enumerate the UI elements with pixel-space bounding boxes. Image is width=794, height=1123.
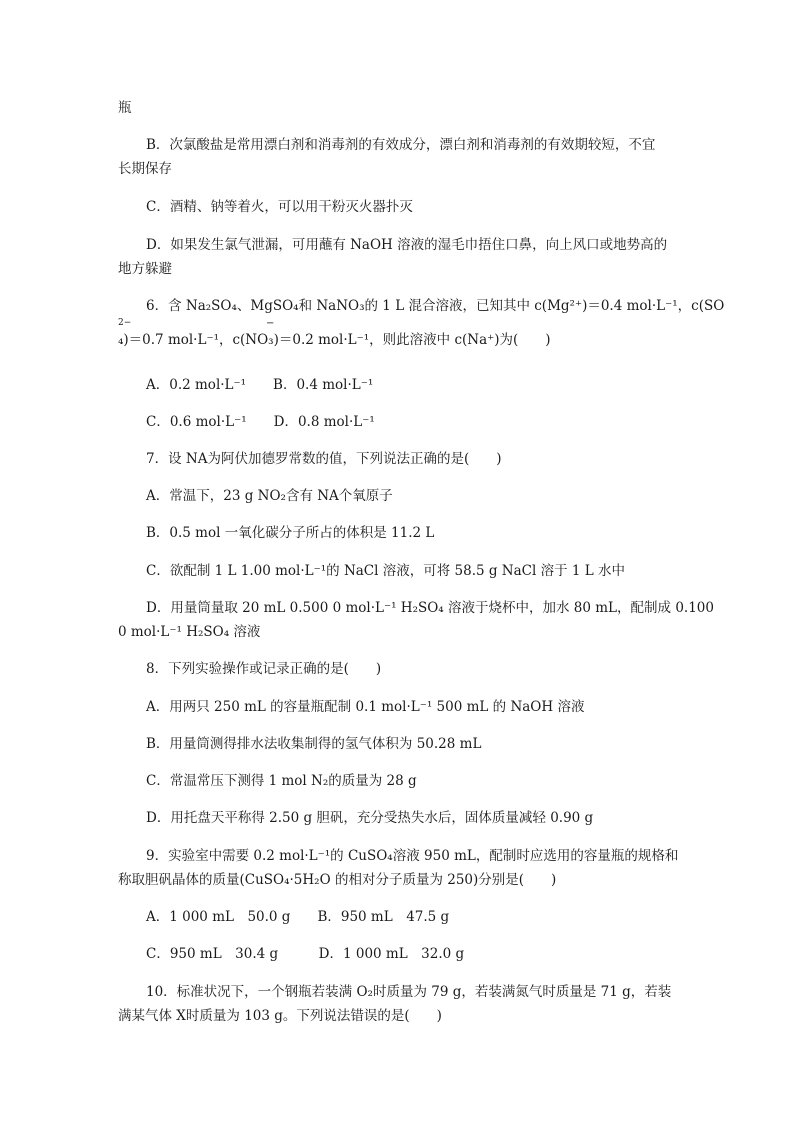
question-9-stem: 9．实验室中需要 0.2 mol·L⁻¹的 CuSO₄溶液 950 mL，配制时应选用的容量瓶的规格和 (146, 848, 679, 864)
question-6-stem-cont: ₄)＝0.7 mol·L⁻¹，c(NO₃)＝0.2 mol·L⁻¹，则此溶液中 c(Na⁺)为( ) (118, 332, 551, 348)
question-8-option-d: D．用托盘天平称得 2.50 g 胆矾，充分受热失水后，固体质量减轻 0.90 g (146, 810, 594, 826)
option-c-text: C．酒精、钠等着火，可以用干粉灭火器扑灭 (146, 199, 413, 215)
option-d-text: D．如果发生氯气泄漏，可用蘸有 NaOH 溶液的湿毛巾捂住口鼻，向上风口或地势高的 (146, 237, 668, 253)
question-10-stem: 10．标准状况下，一个钢瓶若装满 O₂时质量为 79 g，若装满氮气时质量是 71 g，若装 (146, 984, 672, 1000)
option-b-text: B．次氯酸盐是常用漂白剂和消毒剂的有效成分，漂白剂和消毒剂的有效期较短，不宜 (146, 137, 656, 153)
question-7-option-d: D．用量筒量取 20 mL 0.500 0 mol·L⁻¹ H₂SO₄ 溶液于烧杯中，加水 80 mL，配制成 0.100 (146, 600, 714, 616)
superscript: 2− (118, 318, 132, 328)
question-10-stem-cont: 满某气体 X时质量为 103 g。下列说法错误的是( ) (118, 1008, 442, 1024)
question-7-option-c: C．欲配制 1 L 1.00 mol·L⁻¹的 NaCl 溶液，可将 58.5 g NaCl 溶于 1 L 水中 (146, 563, 626, 579)
text-line: 地方躲避 (118, 261, 172, 277)
question-7-option-d-cont: 0 mol·L⁻¹ H₂SO₄ 溶液 (118, 624, 261, 640)
question-7-option-b: B．0.5 mol 一氧化碳分子所占的体积是 11.2 L (146, 525, 435, 541)
question-8-option-c: C．常温常压下测得 1 mol N₂的质量为 28 g (146, 773, 417, 789)
text-line: 瓶 (118, 100, 132, 116)
question-7-option-a: A．常温下，23 g NO₂含有 NA个氧原子 (146, 488, 393, 504)
question-8-option-a: A．用两只 250 mL 的容量瓶配制 0.1 mol·L⁻¹ 500 mL 的 NaOH 溶液 (146, 699, 585, 715)
question-9-options-cd: C．950 mL 30.4 g D．1 000 mL 32.0 g (146, 946, 465, 962)
text-line: 长期保存 (118, 161, 172, 177)
question-9-stem-cont: 称取胆矾晶体的质量(CuSO₄·5H₂O 的相对分子质量为 250)分别是( ) (118, 872, 557, 888)
question-6-options-ab: A．0.2 mol·L⁻¹ B．0.4 mol·L⁻¹ (146, 377, 374, 393)
question-7-stem: 7．设 NA为阿伏加德罗常数的值，下列说法正确的是( ) (146, 451, 502, 467)
question-8-option-b: B．用量筒测得排水法收集制得的氢气体积为 50.28 mL (146, 736, 482, 752)
question-9-options-ab: A．1 000 mL 50.0 g B．950 mL 47.5 g (146, 909, 450, 925)
question-8-stem: 8．下列实验操作或记录正确的是( ) (146, 661, 382, 677)
superscript: − (266, 318, 275, 329)
question-6-options-cd: C．0.6 mol·L⁻¹ D．0.8 mol·L⁻¹ (146, 414, 375, 430)
question-6-stem: 6．含 Na₂SO₄、MgSO₄和 NaNO₃的 1 L 混合溶液，已知其中 c(Mg²⁺)＝0.4 mol·L⁻¹，c(SO (146, 298, 725, 314)
